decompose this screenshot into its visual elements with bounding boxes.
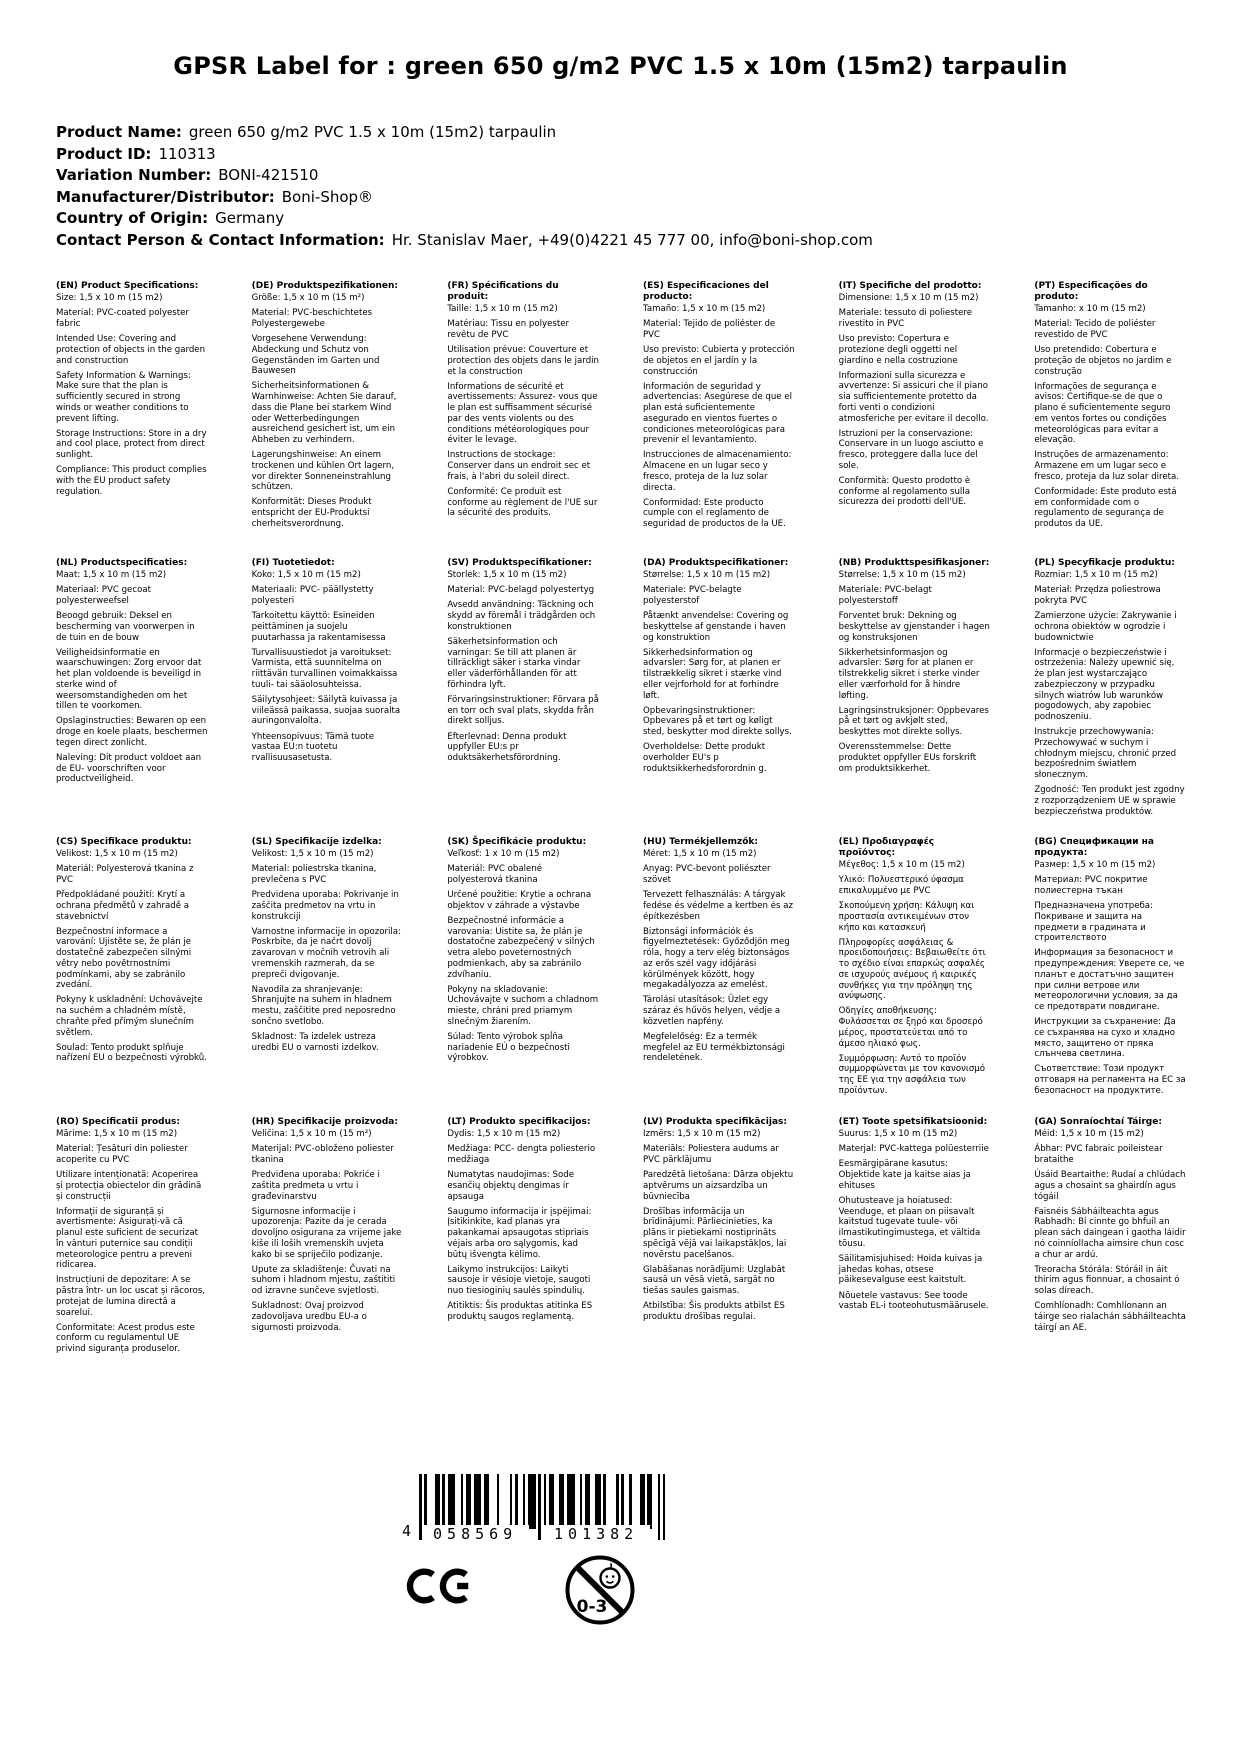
block-heading: (HU) Termékjellemzők:	[643, 837, 759, 847]
barcode-area	[419, 1474, 665, 1543]
block-paragraph: Yhteensopivuus: Tämä tuote vastaa EU:n tuotetu rvallisuusasetusta.	[251, 731, 375, 764]
block-paragraph: Инструкции за съхранение: Да се съхранява на сухо и хладно място, защитено от пряка слънчева светлина.	[1034, 1017, 1176, 1060]
block-paragraph: Pokyny k uskladnění: Uchovávejte na suchém a chladném místě, chraňte před přímým slunečním světlem.	[56, 995, 203, 1038]
block-paragraph: Materjal: PVC-kattega polüesterriie	[838, 1144, 989, 1155]
block-paragraph: Naleving: Dit product voldoet aan de EU- voorschriften voor productveiligheid.	[56, 753, 202, 785]
block-paragraph: Saugumo informacija ir įspėjimai: Įsitikinkite, kad planas yra pakankamai apsaugotas stipriais vėjais arba oro sąlygomis, kad būtų išvengta kėlimo.	[447, 1206, 592, 1260]
block-paragraph: Instrucțiuni de depozitare: A se păstra într- un loc uscat și răcoros, protejat de lumina directă a soarelui.	[56, 1275, 206, 1318]
block-heading: (NL) Productspecificaties:	[56, 558, 188, 568]
block-paragraph: Turvallisuustiedot ja varoitukset: Varmista, että suunnitelma on riittävän turvallinen voimakkaissa tuuli- tai sääolosuhteissa.	[251, 647, 398, 690]
block-paragraph: Съответствие: Този продукт отговаря на регламента на ЕС за безопасност на продуктите.	[1034, 1064, 1186, 1096]
block-paragraph: Vorgesehene Verwendung: Abdeckung und Schutz von Gegenständen im Garten und Bauwesen	[251, 334, 380, 377]
block-paragraph: Materiał: Przędza poliestrowa pokryta PVC	[1034, 585, 1161, 606]
language-block-es	[643, 281, 795, 558]
block-paragraph: Avsedd användning: Täckning och skydd av föremål i trädgården och konstruktionen	[447, 600, 596, 632]
block-paragraph: Eesmärgipärane kasutus: Objektide kate ja kaitse aias ja ehituses	[838, 1159, 971, 1191]
language-block-nl	[56, 558, 208, 837]
block-paragraph: Istruzioni per la conservazione: Conservare in un luogo asciutto e fresco, proteggere dalla luce del sole.	[838, 428, 984, 471]
barcode-first-digit: 4	[402, 1522, 412, 1540]
block-paragraph: Material: Tecido de poliéster revestido de PVC	[1034, 319, 1156, 340]
product-info-value: BONI-421510	[218, 166, 319, 184]
block-paragraph: Materiale: tessuto di poliestere rivestito in PVC	[838, 308, 973, 329]
block-paragraph: Materiāls: Poliestera audums ar PVC pārklājumu	[643, 1144, 779, 1165]
product-info-line	[56, 230, 873, 252]
block-paragraph: Conformità: Questo prodotto è conforme al regolamento sulla sicurezza dei prodotti dell'UE.	[838, 476, 971, 508]
block-paragraph: Größe: 1,5 x 10 m (15 m²)	[251, 293, 365, 303]
block-paragraph: Úsáid Beartaithe: Rudaí a chlúdach agus a chosaint sa ghairdín agus tógáil	[1034, 1170, 1186, 1202]
block-paragraph: Bezpečnostní informace a varování: Ujistěte se, že plán je dostatečně zabezpečen silnými větry nebo povětrnostními podmínkami, aby se zabránilo zvedání.	[56, 926, 192, 991]
block-paragraph: Matériau: Tissu en polyester revêtu de PVC	[447, 319, 570, 340]
block-paragraph: Intended Use: Covering and protection of objects in the garden and construction	[56, 334, 206, 366]
language-block-fr	[447, 281, 599, 558]
block-paragraph: Συμμόρφωση: Αυτό το προϊόν συμμορφώνεται με τον κανονισμό της ΕΕ για την ασφάλεια των προϊόντων.	[838, 1053, 985, 1096]
ce-mark-icon	[404, 1562, 472, 1610]
block-paragraph: Materiale: PVC-belagt polyesterstoff	[838, 585, 932, 606]
block-paragraph: Uso previsto: Cubierta y protección de objetos en el jardín y la construcción	[643, 345, 795, 377]
language-block-el	[839, 837, 991, 1117]
block-paragraph: Konformität: Dieses Produkt entspricht der EU-Produktsi cherheitsverordnung.	[251, 497, 372, 529]
block-heading: (SV) Produktspecifikationer:	[447, 558, 592, 568]
block-paragraph: Pokyny na skladovanie: Uchovávajte v suchom a chladnom mieste, chráni pred priamym slnečným žiarením.	[447, 984, 599, 1027]
block-paragraph: Izmērs: 1,5 x 10 m (15 m2)	[643, 1129, 761, 1139]
language-block-hu	[643, 837, 795, 1117]
barcode	[402, 1474, 665, 1543]
language-block-de	[252, 281, 404, 558]
block-paragraph: Compliance: This product complies with the EU product safety regulation.	[56, 465, 207, 497]
block-paragraph: Sicherheitsinformationen & Warnhinweise: Achten Sie darauf, dass die Plane bei starkem Wind oder Wetterbedingungen ausreichend gesichert ist, um ein Abheben zu verhindern.	[251, 381, 397, 445]
block-heading: (FI) Tuotetiedot:	[251, 558, 335, 568]
block-paragraph: Anyag: PVC-bevont poliészter szövet	[643, 864, 771, 885]
block-paragraph: Förvaringsinstruktioner: Förvara på en torr och sval plats, skydda från direkt solljus.	[447, 695, 599, 727]
block-paragraph: Určené použitie: Krytie a ochrana objektov v záhrade a výstavbe	[447, 890, 592, 911]
block-paragraph: Instruções de armazenamento: Armazene em um lugar seco e fresco, proteja da luz solar direta.	[1034, 450, 1180, 482]
block-heading: (LT) Produkto specifikacijos:	[447, 1117, 591, 1127]
block-paragraph: Méid: 1,5 x 10 m (15 m2)	[1034, 1129, 1144, 1139]
block-paragraph: Informations de sécurité et avertissements: Assurez- vous que le plan est suffisamment sécurisé par des vents violents ou des conditions météorologiques pour éviter le levage.	[447, 381, 598, 446]
bottom-section	[402, 1474, 665, 1626]
block-paragraph: Dydis: 1,5 x 10 m (15 m2)	[447, 1129, 561, 1139]
block-heading: (IT) Specifiche del prodotto:	[838, 281, 982, 291]
block-paragraph: Efterlevnad: Denna produkt uppfyller EU:s pr oduktsäkerhetsförordning.	[447, 731, 567, 764]
block-paragraph: Tervezett felhasználás: A tárgyak fedése és védelme a kertben és az építkezésben	[643, 890, 793, 922]
block-paragraph: Taille: 1,5 x 10 m (15 m2)	[447, 304, 558, 314]
block-heading: (LV) Produkta specifikācijas:	[643, 1117, 787, 1127]
block-paragraph: Mărime: 1,5 x 10 m (15 m2)	[56, 1129, 178, 1139]
block-heading: (NB) Produkttspesifikasjoner:	[838, 558, 990, 568]
block-paragraph: Předpokládané použití: Krytí a ochrana předmětů v zahradě a stavebnictví	[56, 890, 190, 922]
language-block-it	[839, 281, 991, 558]
language-block-cs	[56, 837, 208, 1117]
block-paragraph: Materiál: PVC obalené polyesterová tkanina	[447, 864, 543, 885]
block-heading: (RO) Specificatii produs:	[56, 1117, 180, 1127]
block-paragraph: Informações de segurança e avisos: Certifique-se de que o plano é suficientemente seguro em ventos fortes ou condições meteorológicas para evitar a elevação.	[1034, 381, 1171, 446]
block-paragraph: Μέγεθος: 1,5 x 10 m (15 m2)	[838, 860, 965, 870]
block-paragraph: Nõuetele vastavus: See toode vastab EL-i tooteohutusmäärusele.	[838, 1290, 989, 1312]
age-warning-0-3-icon	[564, 1554, 636, 1626]
product-info-label: Variation Number:	[56, 166, 212, 184]
language-block-fi	[252, 558, 404, 837]
product-info-line	[56, 165, 873, 187]
language-block-et	[839, 1117, 991, 1359]
block-paragraph: Opslaginstructies: Bewaren op een droge en koele plaats, beschermen tegen direct zonlicht.	[56, 716, 208, 748]
block-paragraph: Beoogd gebruik: Deksel en bescherming van voorwerpen in de tuin en de bouw	[56, 611, 195, 643]
block-paragraph: Safety Information & Warnings: Make sure that the plan is sufficiently secured in strong winds or weather conditions to prevent lifting.	[56, 370, 191, 424]
product-info-label: Product Name:	[56, 123, 182, 141]
block-paragraph: Paredzētā lietošana: Dārza objektu aptvērums un aizsardzība un būvniecība	[643, 1170, 794, 1202]
block-heading: (DE) Produktspezifikationen:	[251, 281, 399, 291]
product-info-label: Country of Origin:	[56, 209, 209, 227]
baby-face-icon	[601, 1569, 620, 1588]
product-info-value: green 650 g/m2 PVC 1.5 x 10m (15m2) tarpaulin	[188, 123, 557, 141]
block-paragraph: Dimensione: 1,5 x 10 m (15 m2)	[838, 293, 979, 303]
product-info-label: Manufacturer/Distributor:	[56, 187, 275, 206]
block-paragraph: Skladnost: Ta izdelek ustreza uredbi EU o varnosti izdelkov.	[251, 1032, 379, 1053]
language-block-ro	[56, 1117, 208, 1359]
block-heading: (BG) Спецификации на продукта:	[1034, 837, 1154, 858]
barcode-left-digits: 058569	[422, 1525, 529, 1543]
block-heading: (HR) Specifikacije proizvoda:	[251, 1117, 398, 1127]
block-paragraph: Material: PVC-belagd polyestertyg	[447, 585, 595, 596]
block-paragraph: Forventet bruk: Dekning og beskyttelse av gjenstander i hagen og konstruksjonen	[838, 611, 990, 643]
block-paragraph: Tamanho: x 10 m (15 m2)	[1034, 304, 1146, 314]
language-block-pl	[1034, 558, 1186, 837]
block-paragraph: Bezpečnostné informácie a varovania: Uistite sa, že plán je dostatočne zabezpečený v silných vetra alebo poveternostných podmienkach, aby sa zabránilo zdvíhaniu.	[447, 916, 595, 980]
block-paragraph: Ohutusteave ja hoiatused: Veenduge, et plaan on piisavalt kaitstud tugevate tuule- või ilmastikutingimustega, et vältida tõusu.	[838, 1196, 981, 1249]
block-paragraph: Størrelse: 1,5 x 10 m (15 m2)	[643, 570, 771, 580]
block-paragraph: Navodila za shranjevanje: Shranjujte na suhem in hladnem mestu, zaščitite pred neposredno sončno svetlobo.	[251, 984, 396, 1027]
block-paragraph: Conformitate: Acest produs este conform cu regulamentul UE privind siguranța produselor.	[56, 1322, 195, 1355]
block-paragraph: Säilytysohjeet: Säilytä kuivassa ja viileässä paikassa, suojaa suoralta auringonvalolta.	[251, 695, 401, 727]
block-paragraph: Upute za skladištenje: Čuvati na suhom i hladnom mjestu, zaštititi od izravne sunčeve svjetlosti.	[251, 1264, 396, 1297]
product-info-line	[56, 187, 873, 209]
block-paragraph: Storage Instructions: Store in a dry and cool place, protect from direct sunlight.	[56, 428, 207, 461]
product-info-line	[56, 208, 873, 230]
block-paragraph: Varnostne informacije in opozorila: Poskrbite, da je načrt dovolj zavarovan v močnih vetrovih ali vremenskih razmerah, da se prepreči dvigovanje.	[251, 926, 401, 980]
block-paragraph: Sigurnosne informacije i upozorenja: Pazite da je cerada dovoljno osigurana za vrijeme jake kiše ili loših vremenskih uvjeta kako bi se spriječilo podizanje.	[251, 1206, 402, 1260]
block-paragraph: Tárolási utasítások: Üzlet egy száraz és hűvös helyen, védje a közvetlen napfény.	[643, 995, 781, 1027]
block-paragraph: Conformité: Ce produit est conforme au règlement de l'UE sur la sécurité des produits.	[447, 487, 598, 519]
block-paragraph: Materijal: PVC-obloženo poliester tkanina	[251, 1144, 394, 1165]
block-paragraph: Информация за безопасност и предупреждения: Уверете се, че планът е достатъчно защитен при силни ветрове или метеорологични условия, за да се предотврати повдигане.	[1034, 948, 1185, 1012]
product-info-value: 110313	[158, 144, 216, 163]
block-paragraph: Rozmiar: 1,5 x 10 m (15 m2)	[1034, 570, 1158, 580]
product-info-line	[56, 144, 873, 166]
compliance-icons-row	[402, 1562, 665, 1626]
block-paragraph: Tarkoitettu käyttö: Esineiden peittäminen ja suojelu puutarhassa ja rakentamisessa	[251, 611, 386, 643]
block-paragraph: Zamierzone użycie: Zakrywanie i ochrona obiektów w ogrodzie i budownictwie	[1034, 611, 1177, 643]
page-title: GPSR Label for : green 650 g/m2 PVC 1.5 x 10m (15m2) tarpaulin	[173, 52, 1068, 80]
block-heading: (SK) Špecifikácie produktu:	[447, 837, 587, 847]
block-paragraph: Predvidena uporaba: Pokrivanje in zaščita predmetov na vrtu in konstrukciji	[251, 890, 399, 922]
block-paragraph: Treoracha Stórála: Stóráil in áit thirim agus fionnuar, a chosaint ó solas díreach.	[1034, 1264, 1180, 1297]
block-paragraph: Storlek: 1,5 x 10 m (15 m2)	[447, 570, 567, 580]
block-paragraph: Πληροφορίες ασφάλειας & προειδοποιήσεις: Βεβαιωθείτε ότι το σχέδιο είναι επαρκώς ασφαλές σε ισχυρούς ανέμους ή καιρικές συνθήκες για την πρόληψη της ανύψωσης.	[838, 937, 986, 1002]
block-paragraph: Sikkerhedsinformation og advarsler: Sørg for, at planen er tilstrækkelig sikret i stærke vind eller vejrforhold for at forhindre løft.	[643, 647, 782, 701]
block-paragraph: Maat: 1,5 x 10 m (15 m2)	[56, 570, 167, 580]
block-paragraph: Predviđena uporaba: Pokriće i zaštita predmeta u vrtu i građevinarstvu	[251, 1170, 380, 1202]
block-paragraph: Koko: 1,5 x 10 m (15 m2)	[251, 570, 361, 580]
language-block-lt	[447, 1117, 599, 1359]
product-info-section	[56, 122, 873, 251]
language-block-sk	[447, 837, 599, 1117]
language-block-bg	[1034, 837, 1186, 1117]
block-heading: (SL) Specifikacije izdelka:	[251, 837, 382, 847]
block-paragraph: Materiál: Polyesterová tkanina z PVC	[56, 864, 194, 885]
block-paragraph: Comhlíonadh: Comhlíonann an táirge seo rialachán sábháilteachta táirgí an AE.	[1034, 1301, 1186, 1333]
block-paragraph: Veiligheidsinformatie en waarschuwingen: Zorg ervoor dat het plan voldoende is beveiligd in sterke wind of weersomstandigheden om het tillen te voorkomen.	[56, 647, 202, 712]
block-paragraph: Размер: 1,5 x 10 m (15 m2)	[1034, 860, 1156, 870]
language-block-lv	[643, 1117, 795, 1359]
block-paragraph: Materiaal: PVC gecoat polyesterweefsel	[56, 585, 151, 606]
block-paragraph: Méret: 1,5 x 10 m (15 m2)	[643, 849, 757, 859]
block-paragraph: Предназначена употреба: Покриване и защита на предмети в градината и строителството	[1034, 901, 1153, 944]
block-paragraph: Informazioni sulla sicurezza e avvertenze: Si assicuri che il piano sia sufficientemente protetto da forti venti o condizioni atmosferiche per evitare il decollo.	[838, 370, 989, 424]
block-paragraph: Lagringsinstruksjoner: Oppbevares på et tørt og avkjølt sted, beskyttes mot direkte sollys.	[838, 705, 989, 738]
block-paragraph: Drošības informācija un brīdinājumi: Pārliecinieties, ka plāns ir pietiekami nostiprināts spēcīgā vējā vai laikapstākļos, lai novērstu pacelšanos.	[643, 1206, 787, 1260]
block-paragraph: Conformidad: Este producto cumple con el reglamento de seguridad de productos de la UE.	[643, 497, 786, 530]
block-paragraph: Säkerhetsinformation och varningar: Se till att planen är tillräckligt säker i starka vindar eller väderförhållanden för att förhindra lyft.	[447, 637, 581, 690]
language-block-da	[643, 558, 795, 837]
block-paragraph: Påtænkt anvendelse: Covering og beskyttelse af genstande i haven og konstruktion	[643, 611, 789, 643]
block-paragraph: Conformidade: Este produto está em conformidade com o regulamento de segurança de produtos da UE.	[1034, 487, 1177, 530]
block-heading: (CS) Specifikace produktu:	[56, 837, 192, 847]
block-paragraph: Suurus: 1,5 x 10 m (15 m2)	[838, 1129, 958, 1139]
block-paragraph: Medžiaga: PCC- dengta poliesterio medžiaga	[447, 1144, 596, 1165]
block-heading: (ES) Especificaciones del producto:	[643, 281, 769, 302]
block-paragraph: Utilisation prévue: Couverture et protection des objets dans le jardin et la construction	[447, 345, 599, 377]
block-paragraph: Sukladnost: Ovaj proizvod zadovoljava uredbu EU-a o sigurnosti proizvoda.	[251, 1301, 367, 1333]
block-paragraph: Soulad: Tento produkt splňuje nařízení EU o bezpečnosti výrobků.	[56, 1042, 207, 1064]
language-block-sl	[252, 837, 404, 1117]
block-paragraph: Υλικό: Πολυεστερικό ύφασμα επικαλυμμένο με PVC	[838, 875, 964, 896]
block-paragraph: Sikkerhetsinformasjon og advarsler: Sørg for at planen er tilstrekkelig sikret i sterke vinder eller værforhold for å hindre løfting.	[838, 647, 980, 701]
age-range-label: 0-3	[576, 1597, 608, 1617]
block-paragraph: Størrelse: 1,5 x 10 m (15 m2)	[838, 570, 966, 580]
block-paragraph: Tamaño: 1,5 x 10 m (15 m2)	[643, 304, 766, 314]
block-paragraph: Zgodność: Ten produkt jest zgodny z rozporządzeniem UE w sprawie bezpieczeństwa produktów.	[1034, 785, 1185, 817]
block-paragraph: Materiale: PVC-belagte polyesterstof	[643, 585, 742, 606]
block-paragraph: Súlad: Tento výrobok spĺňa nariadenie EÚ o bezpečnosti výrobkov.	[447, 1032, 570, 1064]
barcode-right-digits: 101382	[543, 1525, 650, 1543]
block-paragraph: Material: Țesături din poliester acoperite cu PVC	[56, 1144, 188, 1165]
block-paragraph: Uso pretendido: Cobertura e proteção de objetos no jardim e construção	[1034, 345, 1172, 377]
block-heading: (GA) Sonraíochtaí Táirge:	[1034, 1117, 1162, 1127]
block-paragraph: Material: Tejido de poliéster de PVC	[643, 319, 776, 340]
block-paragraph: Biztonsági információk és figyelmeztetések: Győződjön meg róla, hogy a terv elég biztonságos az erős szél vagy időjárási körülmények között, hogy megakadályozza az emelést.	[643, 926, 790, 991]
barcode-digits	[422, 1525, 664, 1543]
block-paragraph: Οδηγίες αποθήκευσης: Φυλάσσεται σε ξηρό και δροσερό μέρος, προστατεύεται από το άμεσο ηλιακό φως.	[838, 1006, 983, 1049]
language-block-en	[56, 281, 208, 558]
block-paragraph: Instrucciones de almacenamiento: Almacene en un lugar seco y fresco, proteja de la luz solar directa.	[643, 450, 792, 493]
block-heading: (PL) Specyfikacje produktu:	[1034, 558, 1175, 568]
block-heading: (ET) Toote spetsifikatsioonid:	[838, 1117, 988, 1127]
block-paragraph: Säilitamisjuhised: Hoida kuivas ja jahedas kohas, otsese päikesevalguse eest kaitstult.	[838, 1254, 983, 1286]
language-block-sv	[447, 558, 599, 837]
block-paragraph: Velikost: 1,5 x 10 m (15 m2)	[251, 849, 374, 859]
language-block-nb	[839, 558, 991, 837]
block-paragraph: Atitiktis: Šis produktas atitinka ES produktų saugos reglamentą.	[447, 1301, 593, 1323]
block-paragraph: Numatytas naudojimas: Sode esančių objektų dengimas ir apsauga	[447, 1170, 574, 1202]
block-paragraph: Atbilstība: Šis produkts atbilst ES produktu drošības regulai.	[643, 1301, 785, 1323]
block-paragraph: Veľkosť: 1 x 10 m (15 m2)	[447, 849, 560, 859]
product-info-label: Contact Person & Contact Information:	[56, 230, 385, 249]
product-info-value: Hr. Stanislav Maer, +49(0)4221 45 777 00, info@boni-shop.com	[391, 230, 873, 249]
block-heading: (FR) Spécifications du produit:	[447, 281, 559, 302]
block-paragraph: Opbevaringsinstruktioner: Opbevares på et tørt og køligt sted, beskytter mod direkte sollys.	[643, 705, 792, 738]
language-block-pt	[1034, 281, 1186, 558]
block-paragraph: Faisnéis Sábháilteachta agus Rabhadh: Bí cinnte go bhfuil an plean sách daingean i gaotha láidir nó coinníollacha aimsire chun cosc a chur ar ardú.	[1034, 1206, 1186, 1260]
block-paragraph: Σκοπούμενη χρήση: Κάλυψη και προστασία αντικειμένων στον κήπο και κατασκευή	[838, 901, 975, 933]
block-paragraph: Uso previsto: Copertura e protezione degli oggetti nel giardino e nella costruzione	[838, 334, 958, 366]
block-paragraph: Instrukcje przechowywania: Przechowywać w suchym i chłodnym miejscu, chronić przed bezpośrednim światłem słonecznym.	[1034, 727, 1177, 780]
block-paragraph: Instructions de stockage: Conserver dans un endroit sec et frais, à l'abri du soleil direct.	[447, 450, 591, 482]
block-paragraph: Lagerungshinweise: An einem trockenen und kühlen Ort lagern, vor direkter Sonneneinstrahlung schützen.	[251, 450, 395, 493]
product-info-line	[56, 122, 873, 144]
block-heading: (DA) Produktspecifikationer:	[643, 558, 789, 568]
block-paragraph: Material: PVC-beschichtetes Polyestergewebe	[251, 308, 373, 329]
block-paragraph: Material: poliestrska tkanina, prevlečena s PVC	[251, 864, 377, 885]
block-heading: (EL) Προδιαγραφές προϊόντος:	[838, 837, 935, 858]
block-paragraph: Laikymo instrukcijos: Laikyti sausoje ir vėsioje vietoje, saugoti nuo tiesioginių saulės spindulių.	[447, 1264, 591, 1297]
block-paragraph: Материал: PVC покритие полиестерна тъкан	[1034, 875, 1148, 896]
block-paragraph: Glabāšanas norādījumi: Uzglabāt sausā un vēsā vietā, sargāt no tiešas saules gaismas.	[643, 1264, 786, 1297]
block-heading: (PT) Especificações do produto:	[1034, 281, 1148, 302]
language-block-hr	[252, 1117, 404, 1359]
language-blocks-grid	[56, 281, 1186, 1359]
block-paragraph: Utilizare intenționată: Acoperirea și protecția obiectelor din grădină și construcții	[56, 1170, 202, 1202]
block-paragraph: Material: PVC-coated polyester fabric	[56, 308, 189, 329]
block-paragraph: Veličina: 1,5 x 10 m (15 m²)	[251, 1129, 372, 1139]
block-paragraph: Materiaali: PVC- päällystetty polyesteri	[251, 585, 374, 606]
block-heading: (EN) Product Specifications:	[56, 281, 199, 291]
block-paragraph: Informacje o bezpieczeństwie i ostrzeżenia: Należy upewnić się, że plan jest wystarczająco zabezpieczony w przypadku silnych wiatrów lub warunków pogodowych, aby zapobiec podnoszeniu.	[1034, 647, 1175, 722]
product-info-value: Germany	[215, 209, 285, 227]
block-paragraph: Informații de siguranță și avertismente: Asigurați-vă că planul este suficient de securizat în vânturi puternice sau condiții meteorologice pentru a preveni ridicarea.	[56, 1206, 199, 1271]
product-info-value: Boni-Shop®	[281, 187, 374, 206]
block-paragraph: Velikost: 1,5 x 10 m (15 m2)	[56, 849, 178, 859]
block-paragraph: Overholdelse: Dette produkt overholder EU's p roduktsikkerhedsforordnin g.	[643, 742, 767, 774]
block-paragraph: Size: 1,5 x 10 m (15 m2)	[56, 293, 163, 303]
product-info-label: Product ID:	[56, 144, 152, 163]
block-paragraph: Overensstemmelse: Dette produktet oppfyller EUs forskrift om produktsikkerhet.	[838, 742, 977, 774]
block-paragraph: Megfelelőség: Ez a termék megfelel az EU termékbiztonsági rendeletének.	[643, 1032, 785, 1064]
block-paragraph: Ábhar: PVC fabraic poileistear brataithe	[1034, 1144, 1163, 1165]
language-block-ga	[1034, 1117, 1186, 1359]
block-paragraph: Información de seguridad y advertencias: Asegúrese de que el plan está suficientemente asegurado en vientos fuertes o condiciones meteorológicas para prevenir el levantamiento.	[643, 381, 792, 446]
